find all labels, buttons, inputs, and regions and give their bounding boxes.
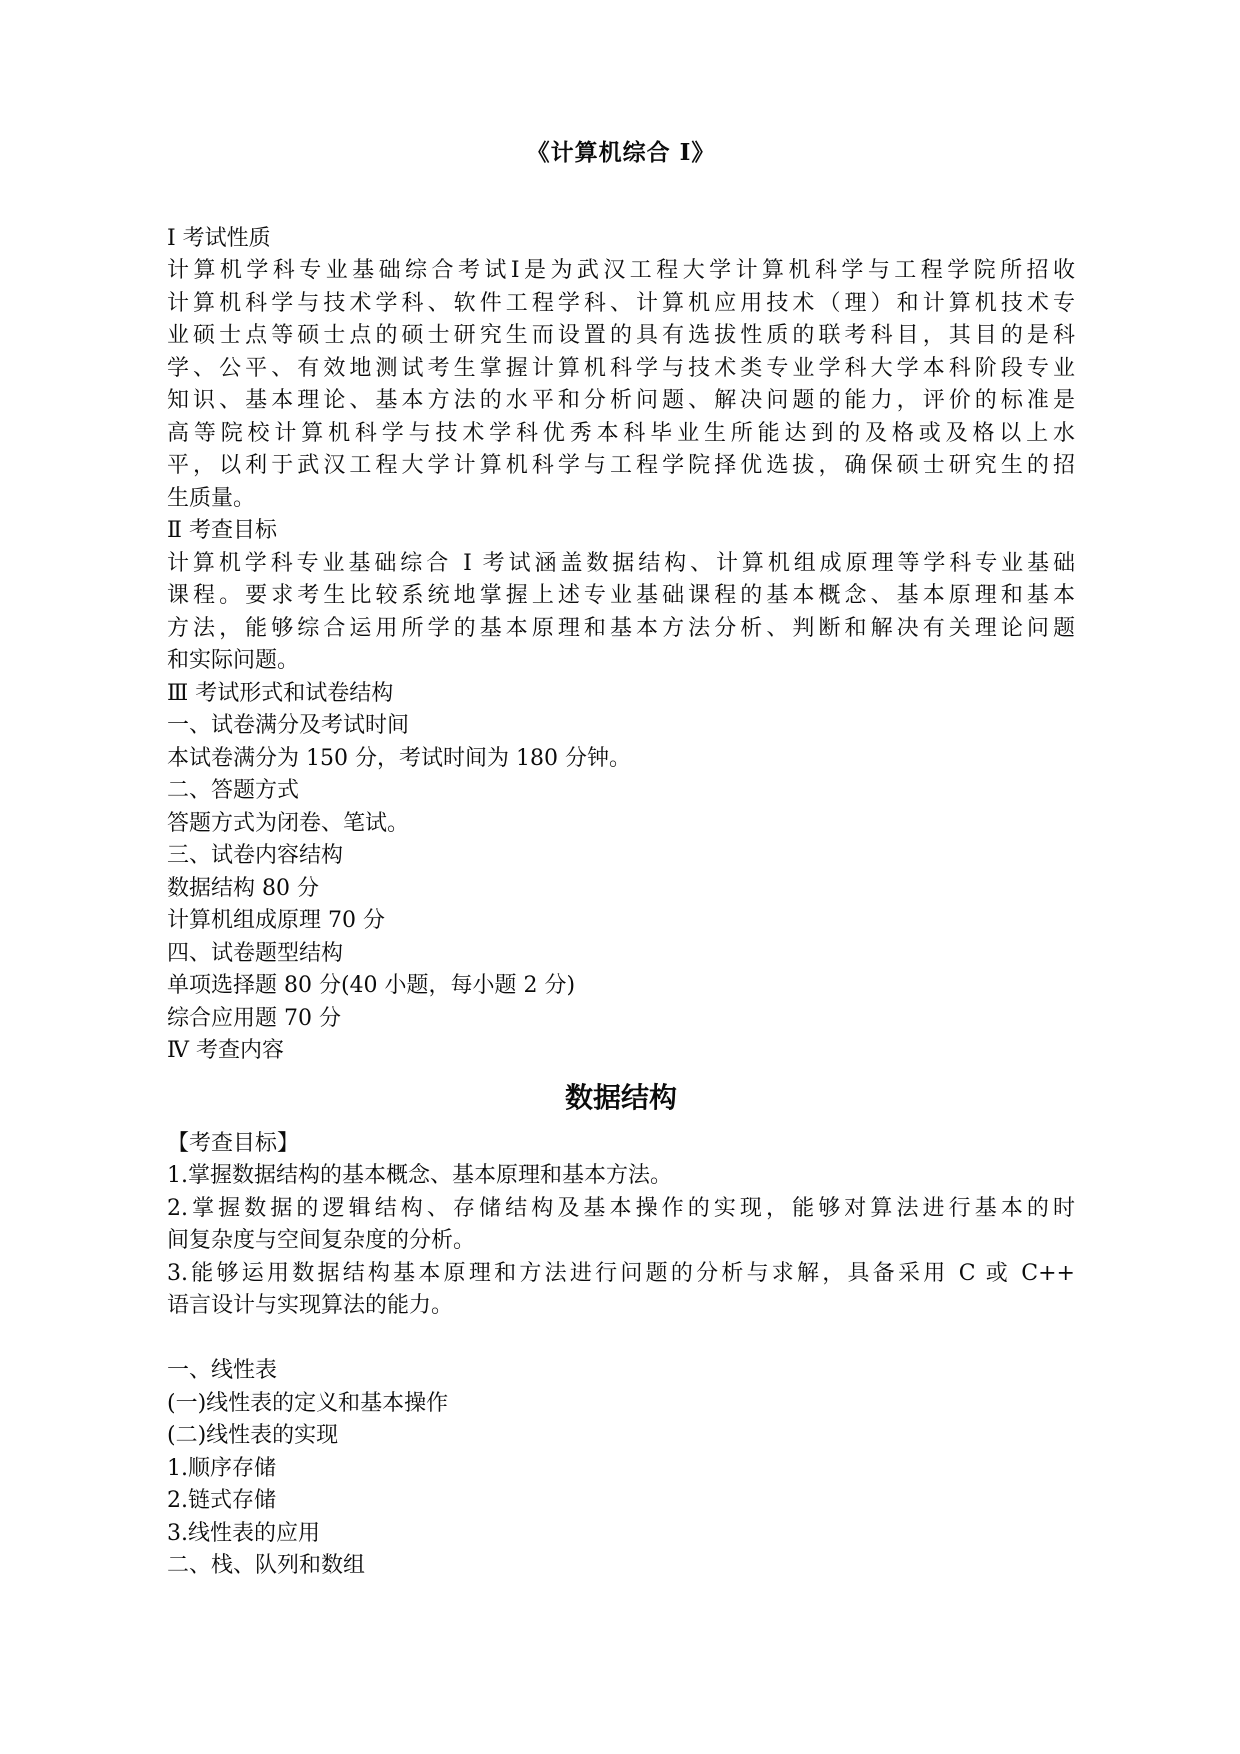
doc-line: 和实际问题。 <box>167 648 300 673</box>
doc-line: Ⅲ 考试形式和试卷结构 <box>167 680 394 706</box>
doc-line: 间复杂度与空间复杂度的分析。 <box>167 1228 476 1253</box>
doc-line: 【考查目标】 <box>167 1130 300 1156</box>
doc-line: I 考试性质 <box>167 225 271 251</box>
section-heading: 数据结构 <box>564 1080 677 1114</box>
doc-line: 二、答题方式 <box>167 778 300 803</box>
document-body <box>167 223 1075 1583</box>
doc-line: Ⅱ 考查目标 <box>167 518 277 543</box>
doc-line: 本试卷满分为 150 分，考试时间为 180 分钟。 <box>167 745 631 771</box>
doc-line: 计算机组成原理 70 分 <box>167 908 385 933</box>
doc-line: 四、试卷题型结构 <box>167 940 344 966</box>
doc-line: 数据结构 80 分 <box>167 875 319 901</box>
doc-line: 2.链式存储 <box>167 1488 276 1513</box>
doc-line: 综合应用题 70 分 <box>167 1005 341 1031</box>
doc-line: 方法，能够综合运用所学的基本原理和基本方法分析、判断和解决有关理论问题 <box>167 615 1075 641</box>
blank-line <box>167 1323 1075 1356</box>
document-title: 《计算机综合 I》 <box>526 139 716 166</box>
doc-line: 业硕士点等硕士点的硕士研究生而设置的具有选拔性质的联考科目，其目的是科 <box>167 323 1075 348</box>
doc-line: 课程。要求考生比较系统地掌握上述专业基础课程的基本概念、基本原理和基本 <box>167 583 1075 608</box>
doc-line: 二、栈、队列和数组 <box>167 1553 366 1578</box>
doc-line: 平，以利于武汉工程大学计算机科学与工程学院择优选拔，确保硕士研究生的招 <box>167 453 1075 478</box>
doc-line: 计算机学科专业基础综合 I 考试涵盖数据结构、计算机组成原理等学科专业基础 <box>167 550 1075 576</box>
doc-line: 1.掌握数据结构的基本概念、基本原理和基本方法。 <box>167 1163 672 1188</box>
doc-line: 高等院校计算机科学与技术学科优秀本科毕业生所能达到的及格或及格以上水 <box>167 420 1075 446</box>
document-text-block <box>167 137 1075 1583</box>
doc-line: 生质量。 <box>167 485 256 511</box>
doc-line: 三、试卷内容结构 <box>167 843 344 868</box>
doc-line: 计算机科学与技术学科、软件工程学科、计算机应用技术（理）和计算机技术专 <box>167 290 1075 316</box>
doc-line: 一、试卷满分及考试时间 <box>167 713 410 738</box>
doc-line: 语言设计与实现算法的能力。 <box>167 1293 454 1318</box>
doc-line: 答题方式为闭卷、笔试。 <box>167 810 410 836</box>
doc-line: 学、公平、有效地测试考生掌握计算机科学与技术类专业学科大学本科阶段专业 <box>167 355 1075 381</box>
doc-line: 3.线性表的应用 <box>167 1520 320 1546</box>
doc-line: 1.顺序存储 <box>167 1455 276 1481</box>
doc-line: (二)线性表的实现 <box>167 1423 339 1448</box>
doc-line: 2.掌握数据的逻辑结构、存储结构及基本操作的实现，能够对算法进行基本的时 <box>167 1195 1075 1221</box>
doc-line: (一)线性表的定义和基本操作 <box>167 1390 449 1416</box>
doc-line: 3.能够运用数据结构基本原理和方法进行问题的分析与求解，具备采用 C 或 C++ <box>167 1260 1075 1286</box>
doc-line: 计算机学科专业基础综合考试I是为武汉工程大学计算机科学与工程学院所招收 <box>167 258 1075 283</box>
doc-line: Ⅳ 考查内容 <box>167 1038 284 1063</box>
doc-line: 一、线性表 <box>167 1358 278 1383</box>
doc-line: 知识、基本理论、基本方法的水平和分析问题、解决问题的能力，评价的标准是 <box>167 388 1075 413</box>
doc-line: 单项选择题 80 分(40 小题，每小题 2 分) <box>167 973 576 998</box>
